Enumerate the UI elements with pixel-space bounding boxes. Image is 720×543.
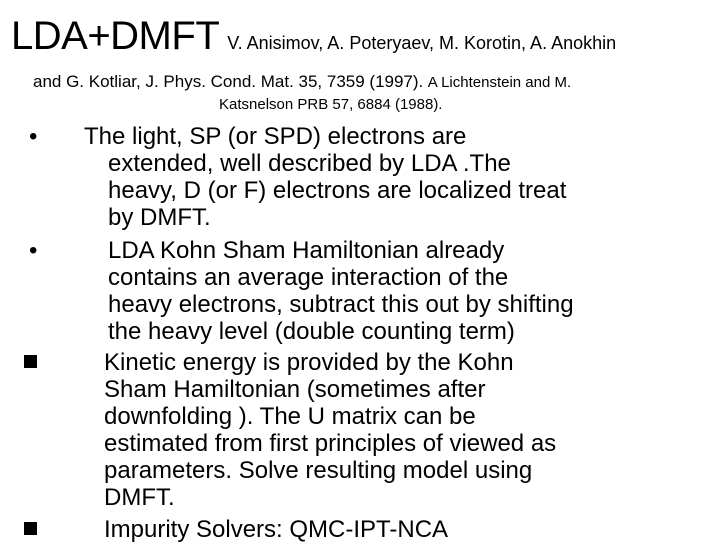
bullet-line: Impurity Solvers: QMC-IPT-NCA (104, 516, 449, 543)
reference-line-1 (33, 72, 571, 92)
reference-main: and G. Kotliar, J. Phys. Cond. Mat. 35, 7359 (1997). (33, 72, 424, 91)
bullet-line: heavy electrons, subtract this out by shifting (108, 291, 574, 318)
bullet-dot-icon: • (29, 237, 38, 264)
bullet-line: extended, well described by LDA .The (108, 150, 511, 177)
bullet-item (104, 516, 448, 543)
bullet-line: by DMFT. (108, 204, 211, 231)
reference-small: A Lichtenstein and M. (427, 74, 572, 91)
bullet-line: the heavy level (double counting term) (108, 318, 515, 345)
bullet-line: LDA Kohn Sham Hamiltonian already (108, 237, 505, 264)
bullet-line: downfolding ). The U matrix can be (104, 403, 476, 430)
title-authors: V. Anisimov, A. Poteryaev, M. Korotin, A. Anokhin (227, 33, 617, 53)
reference-line-2: Katsnelson PRB 57, 6884 (1988). (219, 96, 443, 113)
bullet-item (29, 237, 574, 345)
square-bullet-icon (24, 349, 37, 376)
bullet-line: parameters. Solve resulting model using (104, 457, 533, 484)
bullet-line: contains an average interaction of the (108, 264, 509, 291)
bullet-line: estimated from first principles of viewed as (104, 430, 557, 457)
square-bullet-icon (24, 516, 37, 543)
bullet-line: heavy, D (or F) electrons are localized treat (108, 177, 567, 204)
slide-title (11, 14, 616, 59)
bullet-line: Kinetic energy is provided by the Kohn (104, 349, 514, 376)
title-main: LDA+DMFT (11, 14, 220, 58)
bullet-item (29, 123, 567, 231)
bullet-dot-icon: • (29, 123, 38, 150)
bullet-item (104, 349, 556, 511)
bullet-line: Sham Hamiltonian (sometimes after (104, 376, 486, 403)
bullet-line: The light, SP (or SPD) electrons are (84, 123, 467, 150)
bullet-line: DMFT. (104, 484, 175, 511)
